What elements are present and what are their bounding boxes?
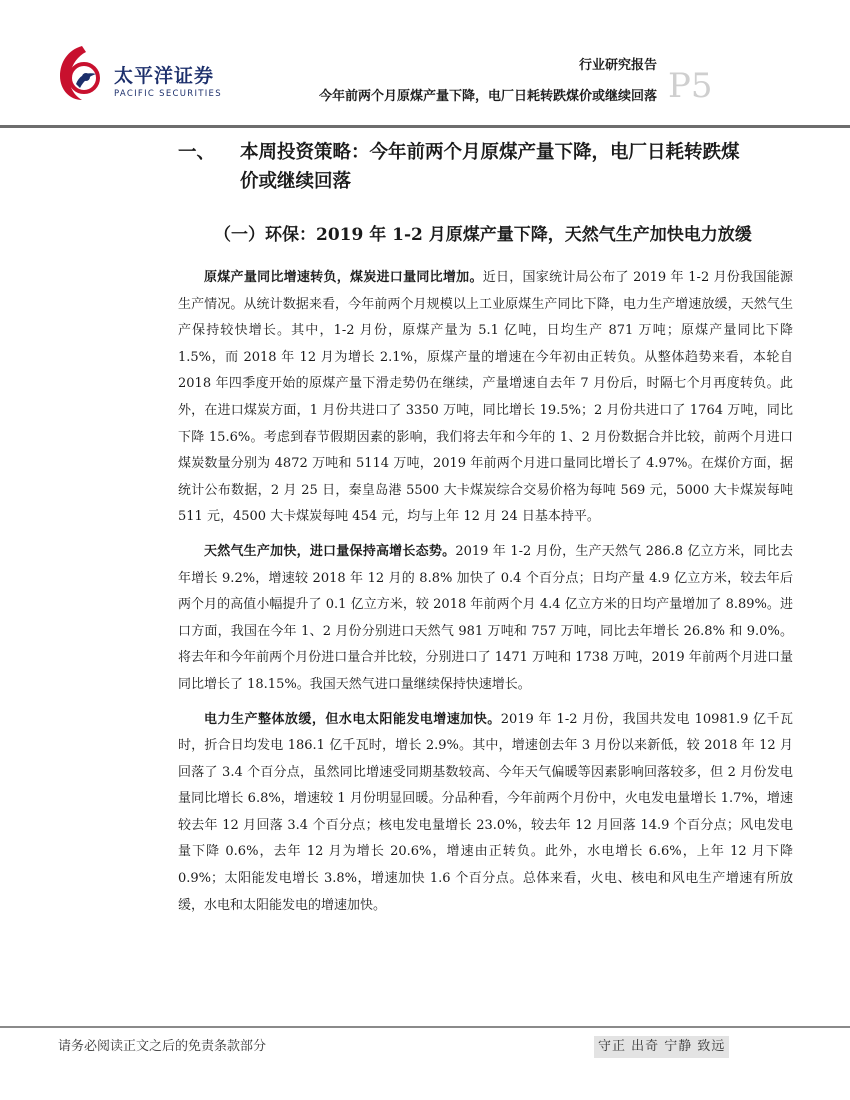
paragraph-lead: 原煤产量同比增速转负，煤炭进口量同比增加。 [204, 270, 483, 285]
paragraph-lead: 天然气生产加快，进口量保持高增长态势。 [204, 543, 456, 559]
section-title-line1: 本周投资策略：今年前两个月原煤产量下降，电厂日耗转跌煤 [240, 142, 740, 163]
section-heading [178, 138, 803, 196]
paragraph-lead: 电力生产整体放缓，但水电太阳能发电增速加快。 [204, 711, 501, 727]
brand-name-en: PACIFIC SECURITIES [114, 89, 222, 99]
brand-name-cn: 太平洋证券 [114, 65, 215, 87]
footer-motto: 守正 出奇 宁静 致远 [594, 1036, 729, 1058]
header-divider [0, 125, 850, 128]
section-number: 一、 [178, 142, 216, 163]
body-text [178, 265, 793, 927]
page-number: P5 [668, 66, 713, 106]
paragraph-coal [178, 265, 793, 531]
footer-divider [0, 1026, 850, 1028]
header-doc-title: 今年前两个月原煤产量下降，电厂日耗转跌煤价或继续回落 [318, 89, 657, 104]
paragraph-body: 2019 年 1-2 月份，我国共发电 10981.9 亿千瓦时，折合日均发电 186.1 亿千瓦时，增长 2.9%。其中，增速创去年 3 月份以来新低，较 2018 年 12 月回落了 3.4 个百分点，虽然同比增速受同期基数较高、今年天气偏暖等因素影响回落较多，但 2 月份发电量同比增长 6.8%，增速较 1 月份明显回暖。分品种看，今年前两个月份中，火电发电量增长 1.7%，增速较去年 12 月回落 3.4 个百分点；核电发电量增长 23.0%，较去年 12 月回落 14.9 个百分点；风电发电量下降 0.6%，去年 12 月为增长 20.6%，增速由正转负。此外，水电增长 6.6%，上年 12 月下降 0.9%；太阳能发电增长 3.8%，增速加快 1.6 个百分点。总体来看，火电、核电和风电生产增速有所放缓，水电和太阳能发电的增速加快。 [178, 711, 793, 913]
section-title-line2: 价或继续回落 [240, 171, 352, 192]
paragraph-gas [178, 539, 793, 699]
paragraph-body: 近日，国家统计局公布了 2019 年 1-2 月份我国能源生产情况。从统计数据来看，今年前两个月规模以上工业原煤生产同比下降，电力生产增速放缓，天然气生产保持较快增长。其中，1-2 月份，原煤产量为 5.1 亿吨，日均生产 871 万吨；原煤产量同比下降 1.5%，而 2018 年 12 月为增长 2.1%，原煤产量的增速在今年初由正转负。从整体趋势来看，本轮自 2018 年四季度开始的原煤产量下滑走势仍在继续，产量增速自去年 7 月份后，时隔七个月再度转负。此外，在进口煤炭方面，1 月份共进口了 3350 万吨，同比增长 19.5%；2 月份共进口了 1764 万吨，同比下降 15.6%。考虑到春节假期因素的影响，我们将去年和今年的 1、2 月份数据合并比较，前两个月进口煤炭数量分别为 4872 万吨和 5114 万吨，2019 年前两个月进口量同比增长了 4.97%。在煤价方面，据统计公布数据，2 月 25 日，秦皇岛港 5500 大卡煤炭综合交易价格为每吨 569 元，5000 大卡煤炭每吨 511 元，4500 大卡煤炭每吨 454 元，均与上年 12 月 24 日基本持平。 [178, 270, 793, 525]
report-type: 行业研究报告 [578, 58, 657, 73]
subsection-heading: （一）环保：2019 年 1-2 月原煤产量下降，天然气生产加快电力放缓 [214, 225, 752, 245]
footer-disclaimer: 请务必阅读正文之后的免责条款部分 [58, 1039, 267, 1054]
company-logo [58, 44, 106, 102]
paragraph-power [178, 707, 793, 920]
paragraph-body: 2019 年 1-2 月份，生产天然气 286.8 亿立方米，同比去年增长 9.2%，增速较 2018 年 12 月的 8.8% 加快了 0.4 个百分点；日均产量 4.9 亿立方米，较去年后两个月的高值小幅提升了 0.1 亿立方米，较 2018 年前两个月 4.4 亿立方米的日均产量增加了 8.89%。进口方面，我国在今年 1、2 月份分别进口天然气 981 万吨和 757 万吨，同比去年增长 26.8% 和 9.0%。将去年和今年前两个月份进口量合并比较，分别进口了 1471 万吨和 1738 万吨，2019 年前两个月进口量同比增长了 18.15%。我国天然气进口量继续保持快速增长。 [178, 543, 793, 692]
